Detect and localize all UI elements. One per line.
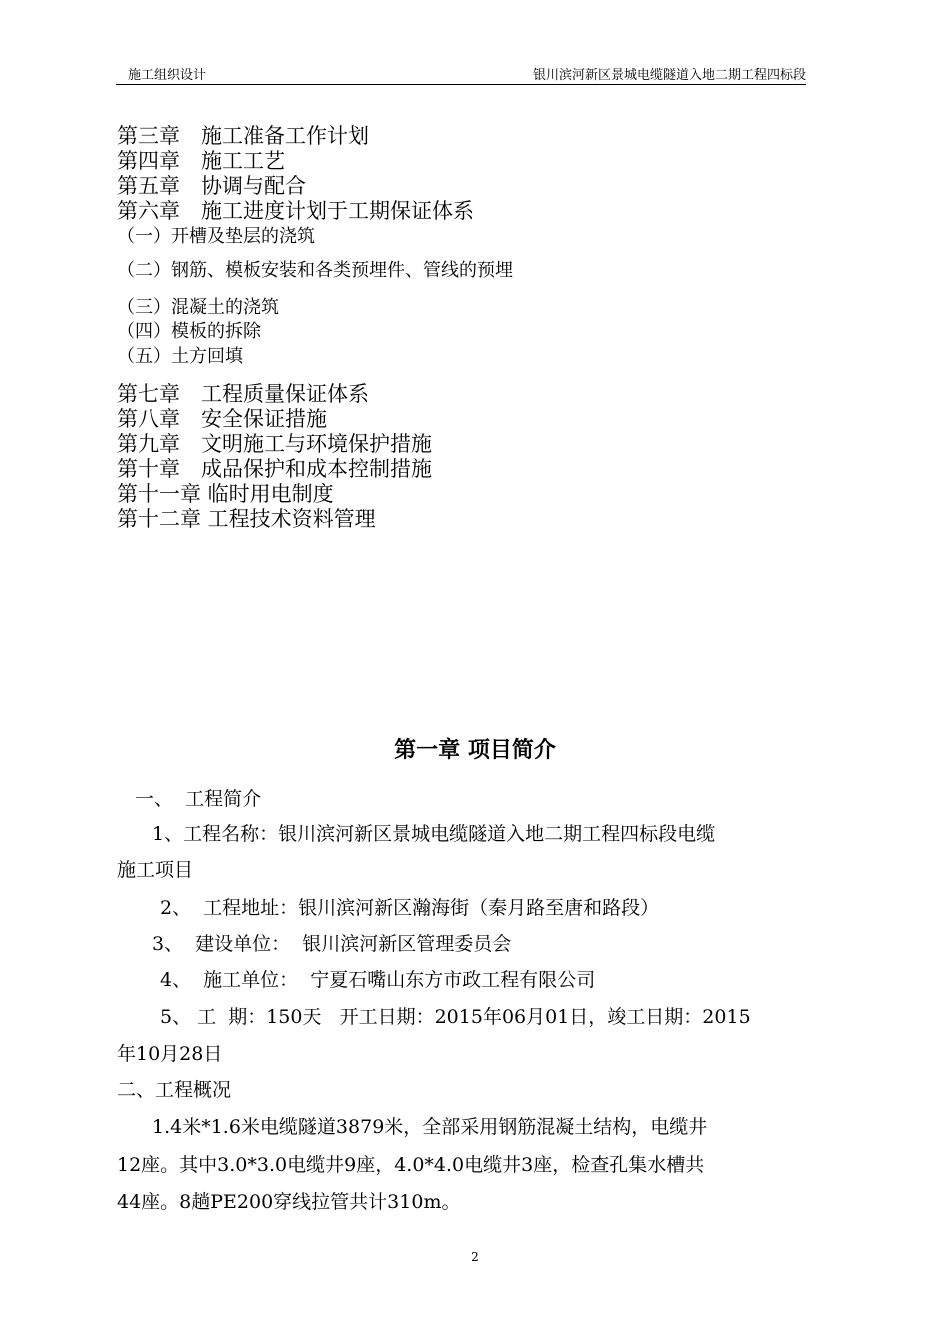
toc-chapter-4: 第四章 施工工艺 — [117, 149, 285, 173]
header-left-text: 施工组织设计 — [128, 68, 207, 83]
page-number: 2 — [471, 1250, 479, 1264]
overview-line1: 1.4米*1.6米电缆隧道3879米，全部采用钢筋混凝土结构，电缆井 — [152, 1116, 708, 1138]
project-address: 2、 工程地址：银川滨河新区瀚海街（秦月路至唐和路段） — [160, 897, 660, 919]
schedule-line1: 5、 工 期：150天 开工日期：2015年06月01日，竣工日期：2015 — [160, 1006, 751, 1028]
toc-sub-5: （五）土方回填 — [117, 346, 243, 367]
toc-chapter-7: 第七章 工程质量保证体系 — [117, 382, 369, 406]
toc-chapter-12: 第十二章 工程技术资料管理 — [117, 507, 376, 531]
chapter-title: 第一章 项目简介 — [394, 738, 556, 763]
construction-owner: 3、 建设单位： 银川滨河新区管理委员会 — [152, 933, 512, 955]
toc-chapter-6: 第六章 施工进度计划于工期保证体系 — [117, 199, 474, 223]
toc-chapter-8: 第八章 安全保证措施 — [117, 407, 327, 431]
project-name-line1: 1、工程名称：银川滨河新区景城电缆隧道入地二期工程四标段电缆 — [152, 823, 716, 845]
construction-contractor: 4、 施工单位： 宁夏石嘴山东方市政工程有限公司 — [160, 969, 596, 991]
toc-chapter-5: 第五章 协调与配合 — [117, 174, 306, 198]
overview-line2: 12座。其中3.0*3.0电缆井9座，4.0*4.0电缆井3座，检查孔集水槽共 — [117, 1154, 705, 1176]
section-heading-2: 二、工程概况 — [117, 1079, 232, 1101]
toc-sub-3: （三）混凝土的浇筑 — [117, 297, 279, 318]
project-name-line2: 施工项目 — [117, 859, 194, 881]
toc-sub-1: （一）开槽及垫层的浇筑 — [117, 226, 315, 247]
section-heading-1: 一、 工程简介 — [135, 788, 262, 810]
page-header — [116, 62, 806, 85]
toc-chapter-9: 第九章 文明施工与环境保护措施 — [117, 432, 432, 456]
toc-chapter-10: 第十章 成品保护和成本控制措施 — [117, 457, 432, 481]
schedule-line2: 年10月28日 — [117, 1043, 223, 1065]
toc-sub-4: （四）模板的拆除 — [117, 321, 261, 342]
toc-chapter-3: 第三章 施工准备工作计划 — [117, 124, 369, 148]
toc-chapter-11: 第十一章 临时用电制度 — [117, 482, 334, 506]
toc-sub-2: （二）钢筋、模板安装和各类预埋件、管线的预埋 — [117, 260, 513, 281]
header-right-text: 银川滨河新区景城电缆隧道入地二期工程四标段 — [532, 68, 806, 83]
overview-line3: 44座。8趟PE200穿线拉管共计310m。 — [117, 1191, 461, 1213]
